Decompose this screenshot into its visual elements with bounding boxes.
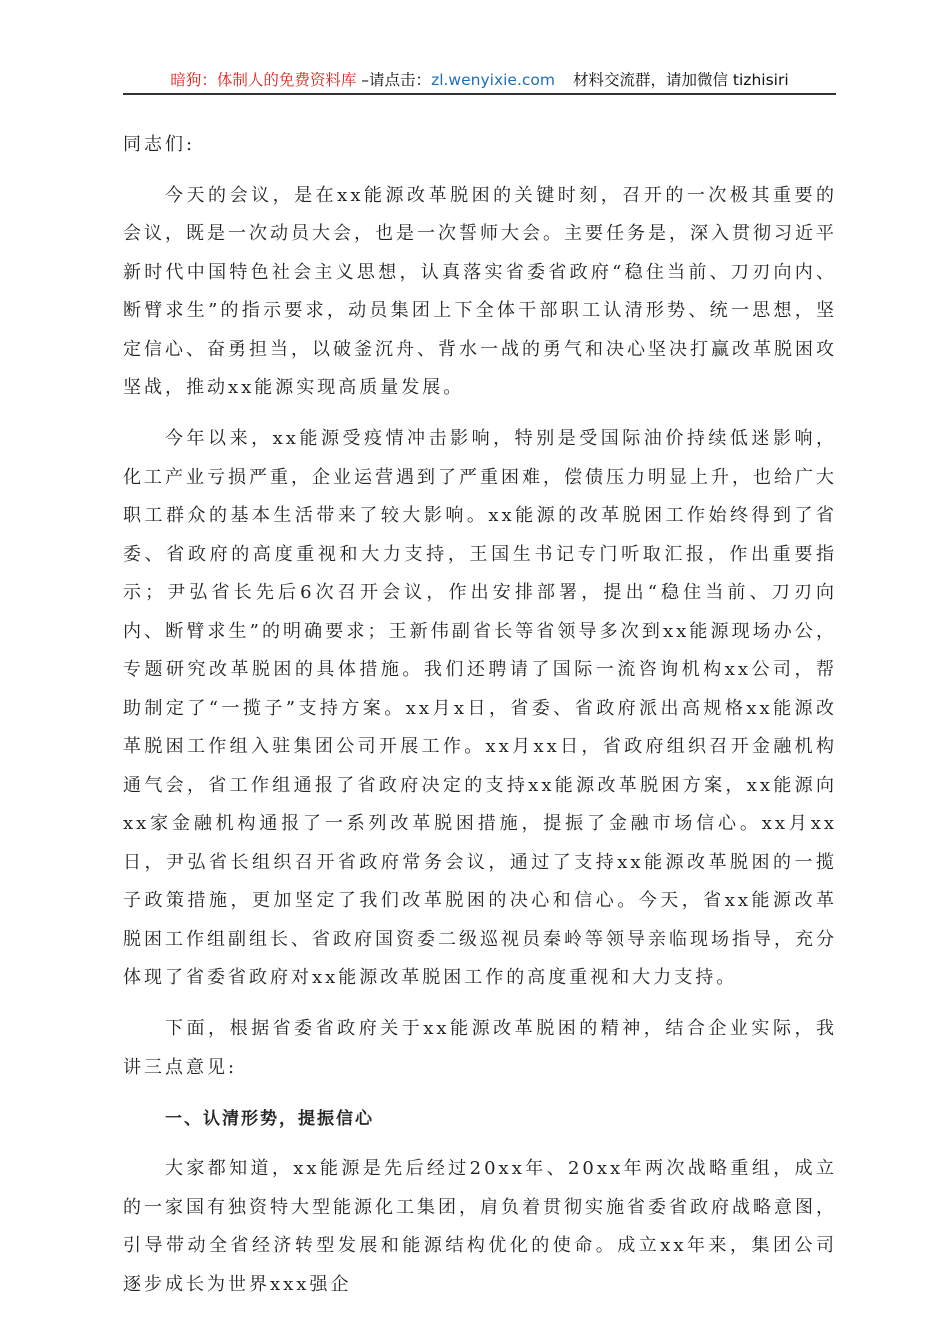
paragraph-3: 下面，根据省委省政府关于xx能源改革脱困的精神，结合企业实际，我讲三点意见: [123, 1018, 837, 1078]
paragraph-2: 今年以来，xx能源受疫情冲击影响，特别是受国际油价持续低迷影响，化工产业亏损严重，企业运营遇到了严重困难，偿债压力明显上升，也给广大职工群众的基本生活带来了较大影响。xx能源的改革脱困工作始终得到了省委、省政府的高度重视和大力支持，王国生书记专门听取汇报，作出重要指示；尹弘省长先后6次召开会议，作出安排部署，提出“稳住当前、刀刃向内、断臂求生”的明确要求；王新伟副省长等省领导多次到xx能源现场办公，专题研究改革脱困的具体措施。我们还聘请了国际一流咨询机构xx公司，帮助制定了“一揽子”支持方案。xx月x日，省委、省政府派出高规格xx能源改革脱困工作组入驻集团公司开展工作。xx月xx日，省政府组织召开金融机构通气会，省工作组通报了省政府决定的支持xx能源改革脱困方案，xx能源向xx家金融机构通报了一系列改革脱困措施，提振了金融市场信心。xx月xx日，尹弘省长组织召开省政府常务会议，通过了支持xx能源改革脱困的一揽子政策措施，更加坚定了我们改革脱困的决心和信心。今天，省xx能源改革脱困工作组副组长、省政府国资委二级巡视员秦岭等领导亲临现场指导，充分体现了省委省政府对xx能源改革脱困工作的高度重视和大力支持。 [123, 428, 837, 988]
header-link[interactable]: zl.wenyixie.com [431, 71, 555, 89]
header-click-prompt: –请点击： [356, 71, 432, 89]
header-brand: 暗狗：体制人的免费资料库 [170, 71, 357, 89]
section-heading: 一、认清形势，提振信心 [165, 1108, 374, 1129]
page-header [123, 68, 836, 95]
paragraph-1: 今天的会议，是在xx能源改革脱困的关键时刻，召开的一次极其重要的会议，既是一次动员大会，也是一次誓师大会。主要任务是，深入贯彻习近平新时代中国特色社会主义思想，认真落实省委省政府“稳住当前、刀刃向内、断臂求生”的指示要求，动员集团上下全体干部职工认清形势、统一思想，坚定信心、奋勇担当，以破釜沉舟、背水一战的勇气和决心坚决打赢改革脱困攻坚战，推动xx能源实现高质量发展。 [123, 184, 837, 398]
header-contact: 材料交流群，请加微信 tizhisiri [573, 71, 789, 89]
greeting: 同志们: [123, 134, 196, 155]
section-paragraph: 大家都知道，xx能源是先后经过20xx年、20xx年两次战略重组，成立的一家国有独资特大型能源化工集团，肩负着贯彻实施省委省政府战略意图，引导带动全省经济转型发展和能源结构优化的使命。成立xx年来，集团公司逐步成长为世界xxx强企 [123, 1158, 837, 1295]
document-body [123, 126, 837, 1317]
